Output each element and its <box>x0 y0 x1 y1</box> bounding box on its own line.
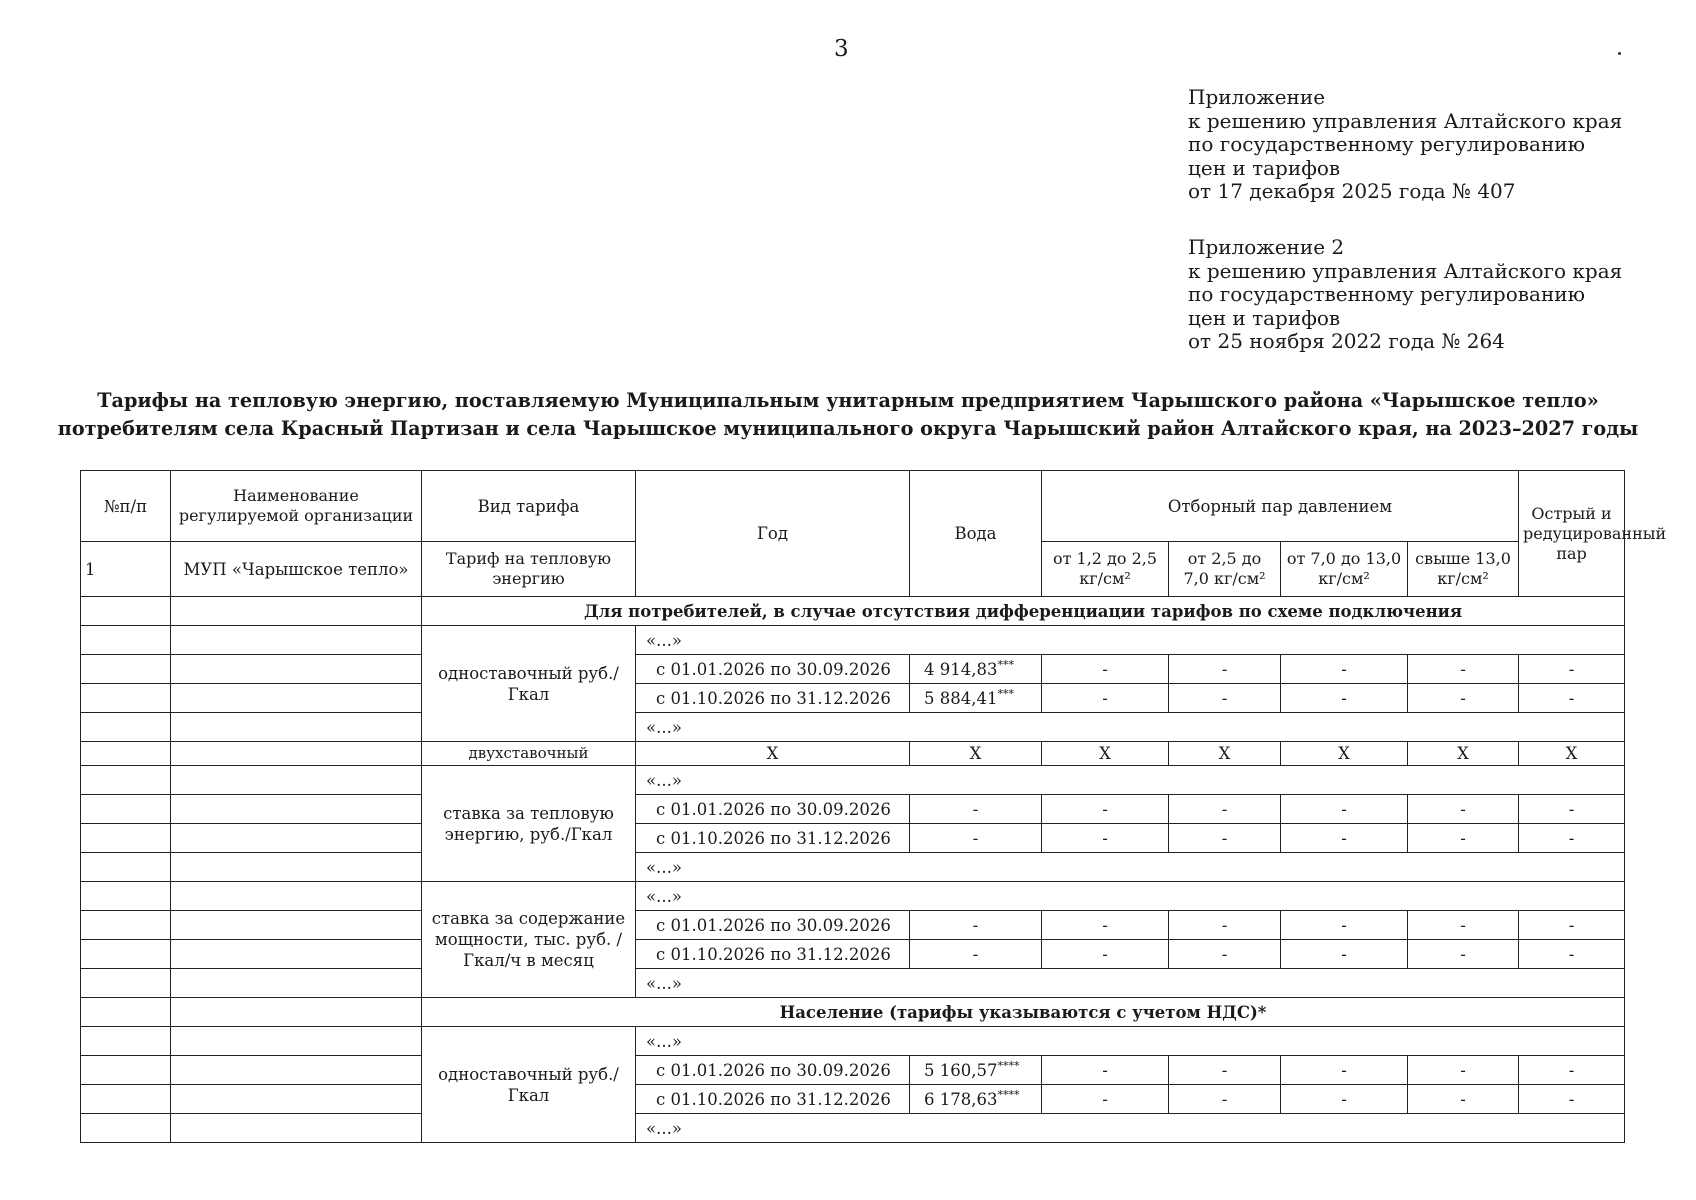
header-steam-4: свыше 13,0 кг/см² <box>1408 542 1519 597</box>
appendix-line: Приложение 2 <box>1188 235 1345 259</box>
header-steam-3: от 7,0 до 13,0 кг/см² <box>1281 542 1408 597</box>
tariff-type-capacity-rate: ставка за содержание мощности, тыс. руб. /Гкал/ч в месяц <box>422 882 636 998</box>
appendix-line: по государственному регулированию <box>1188 282 1586 306</box>
page-number: 3 <box>834 36 849 62</box>
appendix-line: от 17 декабря 2025 года № 407 <box>1188 179 1516 203</box>
tariff-type-heat-rate: ставка за тепловую энергию, руб./Гкал <box>422 766 636 882</box>
header-steam: Отборный пар давлением <box>1042 471 1519 542</box>
header-year: Год <box>636 471 910 597</box>
org-row-name: МУП «Чарышское тепло» <box>171 542 422 597</box>
tariff-table: №п/п Наименование регулируемой организации Вид тарифа Год Вода Отборный пар давлением Острый и редуцированный пар 1 МУП «Чарышское тепло» Тариф на тепловую энергию от 1,2 до 2,5 кг/см² от 2,5 до 7,0 кг/см² от 7,0 до 13,0 кг/см² свыше 13,0 кг/см² Для потребителей, в случае отсутствия дифференциации тарифов по схеме подключения одноставочный руб./Гкал «...» с 01.01.2026 по 30.09.2026 4 914,83*** - - - - - с 01.10.2026 по 31.12.2026 5 884,41*** - - - - - «...» двухставочный X X X X X X X ставка за тепловую энергию, руб./Гкал «...» с 01.01.2026 по 30.09.2026 - - - - - - с 01.10.2026 по 31.12.2026 - - - - - - «...» ставка за содержание мощности, тыс. руб. /Гкал/ч в месяц «...» с 01.01.2026 по 30.09.2026 - - - - - - с 01.10.2026 по 31.12.2026 - - - - - - «...» Население (тарифы указываются с учетом НДС)* одноставочный руб./Гкал «...» с 01.01.2026 по 30.09.2026 5 160,57**** - - - - - с 01.10.2026 по 31.12.2026 6 178,63**** - - - - - «...» <box>80 470 1625 1143</box>
header-org: Наименование регулируемой организации <box>171 471 422 542</box>
appendix-line: к решению управления Алтайского края <box>1188 108 1623 133</box>
ellipsis-row: «...» <box>636 626 1625 655</box>
tariff-type-two-rate: двухставочный <box>422 742 636 766</box>
appendix-line: от 25 ноября 2022 года № 264 <box>1188 329 1505 353</box>
appendix-line: цен и тарифов <box>1188 305 1341 330</box>
tariff-type-single: одноставочный руб./Гкал <box>422 1027 636 1143</box>
ellipsis-row: «...» <box>636 766 1625 795</box>
header-steam-2: от 2,5 до 7,0 кг/см² <box>1169 542 1281 597</box>
period-cell: с 01.01.2026 по 30.09.2026 <box>636 655 910 684</box>
appendix-line: к решению управления Алтайского края <box>1188 258 1623 283</box>
appendix-line: цен и тарифов <box>1188 155 1341 180</box>
water-value: 5 884,41*** <box>910 684 1042 713</box>
scan-dot <box>1618 52 1621 55</box>
title-line-1: Тарифы на тепловую энергию, поставляемую Муниципальным унитарным предприятием Чарышского района «Чарышское тепло» <box>97 389 1599 412</box>
title-line-2: потребителям села Красный Партизан и села Чарышское муниципального округа Чарышский район Алтайского края, на 2023–2027 годы <box>57 417 1639 440</box>
water-value: 6 178,63**** <box>910 1085 1042 1114</box>
appendix-block-1 <box>1188 86 1622 204</box>
tariff-type-single: одноставочный руб./Гкал <box>422 626 636 742</box>
appendix-line: Приложение <box>1188 85 1326 109</box>
ellipsis-row: «...» <box>636 713 1625 742</box>
header-tariff-type: Вид тарифа <box>422 471 636 542</box>
org-row-tariff: Тариф на тепловую энергию <box>422 542 636 597</box>
appendix-line: по государственному регулированию <box>1188 132 1586 156</box>
document-title <box>0 387 1696 443</box>
section-header: Население (тарифы указываются с учетом НДС)* <box>422 998 1625 1027</box>
water-value: 4 914,83*** <box>910 655 1042 684</box>
section-header: Для потребителей, в случае отсутствия дифференциации тарифов по схеме подключения <box>422 597 1625 626</box>
header-num: №п/п <box>81 471 171 542</box>
water-value: 5 160,57**** <box>910 1056 1042 1085</box>
org-row-num: 1 <box>81 542 171 597</box>
header-water: Вода <box>910 471 1042 597</box>
period-cell: с 01.10.2026 по 31.12.2026 <box>636 684 910 713</box>
appendix-block-2 <box>1188 236 1622 354</box>
header-sharp-steam: Острый и редуцированный пар <box>1519 471 1625 597</box>
header-steam-1: от 1,2 до 2,5 кг/см² <box>1042 542 1169 597</box>
